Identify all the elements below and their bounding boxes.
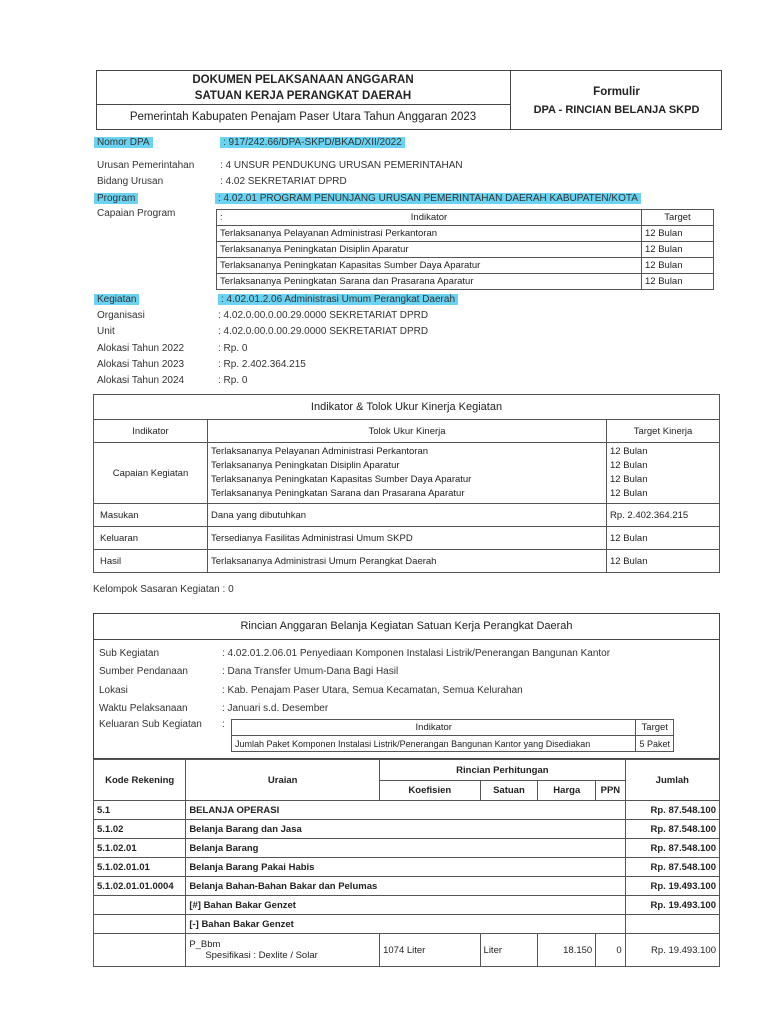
budget-col-harga: Harga [538, 781, 596, 801]
table-row: 5.1.02.01.01.0004 Belanja Bahan-Bahan Bakar dan Pelumas Rp. 19.493.100 [94, 877, 720, 896]
budget-col-satuan: Satuan [480, 781, 538, 801]
alokasi-2022-value: : Rp. 0 [218, 343, 248, 354]
budget-col-koefisien: Koefisien [380, 781, 480, 801]
kegiatan-label: Kegiatan [94, 294, 139, 305]
table-row: Jumlah Paket Komponen Instalasi Listrik/Penerangan Bangunan Kantor yang Disediakan 5 Paket [232, 736, 674, 752]
budget-col-rincian: Rincian Perhitungan [380, 760, 626, 781]
kegiatan-value: : 4.02.01.2.06 Administrasi Umum Perangkat Daerah [218, 294, 458, 305]
program-value: : 4.02.01 PROGRAM PENUNJANG URUSAN PEMERINTAHAN DAERAH KABUPATEN/KOTA [215, 193, 641, 204]
table-row: 5.1.02 Belanja Barang dan Jasa Rp. 87.548.100 [94, 820, 720, 839]
keluaran-sub-table: Indikator Target Jumlah Paket Komponen Instalasi Listrik/Penerangan Bangunan Kantor yang Disediakan 5 Paket [231, 719, 674, 752]
budget-col-uraian: Uraian [186, 760, 380, 801]
keluaran-sub-colon: : [222, 719, 225, 730]
waktu-label: Waktu Pelaksanaan [99, 703, 188, 714]
budget-col-jumlah: Jumlah [625, 760, 719, 801]
capaian-target-header: Target [642, 210, 714, 226]
table-row: Hasil Terlaksananya Administrasi Umum Perangkat Daerah 12 Bulan [94, 550, 720, 573]
sub-kegiatan-value: : 4.02.01.2.06.01 Penyediaan Komponen Instalasi Listrik/Penerangan Bangunan Kantor [222, 648, 611, 659]
kinerja-capaian-targets: 12 Bulan 12 Bulan 12 Bulan 12 Bulan [607, 443, 720, 504]
budget-col-kode: Kode Rekening [94, 760, 186, 801]
urusan-value: : 4 UNSUR PENDUKUNG URUSAN PEMERINTAHAN [220, 160, 463, 171]
bidang-value: : 4.02 SEKRETARIAT DPRD [220, 176, 347, 187]
formulir-name: DPA - RINCIAN BELANJA SKPD [533, 104, 700, 116]
alokasi-2024-value: : Rp. 0 [218, 375, 248, 386]
header-hline [96, 104, 510, 105]
table-row: 5.1.02.01.01 Belanja Barang Pakai Habis Rp. 87.548.100 [94, 858, 720, 877]
alokasi-2024-label: Alokasi Tahun 2024 [97, 375, 185, 386]
organisasi-label: Organisasi [97, 310, 145, 321]
alokasi-2022-label: Alokasi Tahun 2022 [97, 343, 185, 354]
kinerja-col-indikator: Indikator [94, 420, 208, 443]
unit-value: : 4.02.0.00.0.00.29.0000 SEKRETARIAT DPRD [218, 326, 429, 337]
bidang-label: Bidang Urusan [97, 176, 164, 187]
table-row: 5.1.02.01 Belanja Barang Rp. 87.548.100 [94, 839, 720, 858]
formulir-label: Formulir [593, 86, 640, 98]
kinerja-table [93, 394, 720, 573]
capaian-indikator-header: : Indikator [217, 210, 642, 226]
budget-table [93, 759, 720, 967]
kinerja-col-tolok: Tolok Ukur Kinerja [208, 420, 607, 443]
rincian-title-line [93, 639, 720, 640]
sub-kegiatan-label: Sub Kegiatan [99, 648, 160, 659]
sumber-value: : Dana Transfer Umum-Dana Bagi Hasil [222, 666, 399, 677]
header-title-2: SATUAN KERJA PERANGKAT DAERAH [194, 90, 412, 102]
table-row: Masukan Dana yang dibutuhkan Rp. 2.402.364.215 [94, 504, 720, 527]
nomor-dpa-label: Nomor DPA [94, 137, 153, 148]
kelompok-sasaran: Kelompok Sasaran Kegiatan : 0 [93, 584, 234, 595]
table-row: Terlaksananya Peningkatan Sarana dan Prasarana Aparatur 12 Bulan [217, 274, 714, 290]
header-divider [510, 70, 511, 130]
program-label: Program [94, 193, 138, 204]
table-row: P_Bbm Spesifikasi : Dexlite / Solar 1074 Liter Liter 18.150 0 Rp. 19.493.100 [94, 934, 720, 967]
table-row: [-] Bahan Bakar Genzet [94, 915, 720, 934]
table-row: Terlaksananya Peningkatan Disiplin Aparatur 12 Bulan [217, 242, 714, 258]
header-subtitle: Pemerintah Kabupaten Penajam Paser Utara Tahun Anggaran 2023 [129, 111, 477, 123]
alokasi-2023-label: Alokasi Tahun 2023 [97, 359, 185, 370]
lokasi-label: Lokasi [99, 685, 128, 696]
table-row: 5.1 BELANJA OPERASI Rp. 87.548.100 [94, 801, 720, 820]
sumber-label: Sumber Pendanaan [99, 666, 188, 677]
table-row: Terlaksananya Pelayanan Administrasi Perkantoran 12 Bulan [217, 226, 714, 242]
organisasi-value: : 4.02.0.00.0.00.29.0000 SEKRETARIAT DPRD [218, 310, 429, 321]
table-row: [#] Bahan Bakar Genzet Rp. 19.493.100 [94, 896, 720, 915]
table-row: Keluaran Tersedianya Fasilitas Administrasi Umum SKPD 12 Bulan [94, 527, 720, 550]
alokasi-2023-value: : Rp. 2.402.364.215 [218, 359, 306, 370]
kinerja-col-target: Target Kinerja [607, 420, 720, 443]
waktu-value: : Januari s.d. Desember [222, 703, 329, 714]
rincian-title: Rincian Anggaran Belanja Kegiatan Satuan Kerja Perangkat Daerah [240, 620, 573, 632]
lokasi-value: : Kab. Penajam Paser Utara, Semua Kecamatan, Semua Kelurahan [222, 685, 523, 696]
capaian-program-table [216, 209, 714, 290]
capaian-program-label: Capaian Program [97, 208, 176, 219]
kinerja-capaian-items: Terlaksananya Pelayanan Administrasi Perkantoran Terlaksananya Peningkatan Disiplin Aparatur Terlaksananya Peningkatan Kapasitas Sumber Daya Aparatur Terlaksananya Peningkatan Sarana dan Prasarana Aparatur [208, 443, 607, 504]
kinerja-title: Indikator & Tolok Ukur Kinerja Kegiatan [94, 395, 720, 420]
urusan-label: Urusan Pemerintahan [97, 160, 195, 171]
unit-label: Unit [97, 326, 115, 337]
table-row: Capaian Kegiatan Terlaksananya Pelayanan Administrasi Perkantoran Terlaksananya Peningkatan Disiplin Aparatur Terlaksananya Peningkatan Kapasitas Sumber Daya Aparatur Terlaksananya Peningkatan Sarana dan Prasarana Aparatur 12 Bulan 12 Bulan 12 Bulan 12 Bulan [94, 443, 720, 504]
budget-item-desc: P_Bbm Spesifikasi : Dexlite / Solar [186, 934, 380, 967]
header-title-1: DOKUMEN PELAKSANAAN ANGGARAN [192, 74, 414, 86]
keluaran-sub-label: Keluaran Sub Kegiatan [99, 719, 202, 730]
table-row: Terlaksananya Peningkatan Kapasitas Sumber Daya Aparatur 12 Bulan [217, 258, 714, 274]
nomor-dpa-value: : 917/242.66/DPA-SKPD/BKAD/XII/2022 [220, 137, 405, 148]
budget-col-ppn: PPN [596, 781, 625, 801]
